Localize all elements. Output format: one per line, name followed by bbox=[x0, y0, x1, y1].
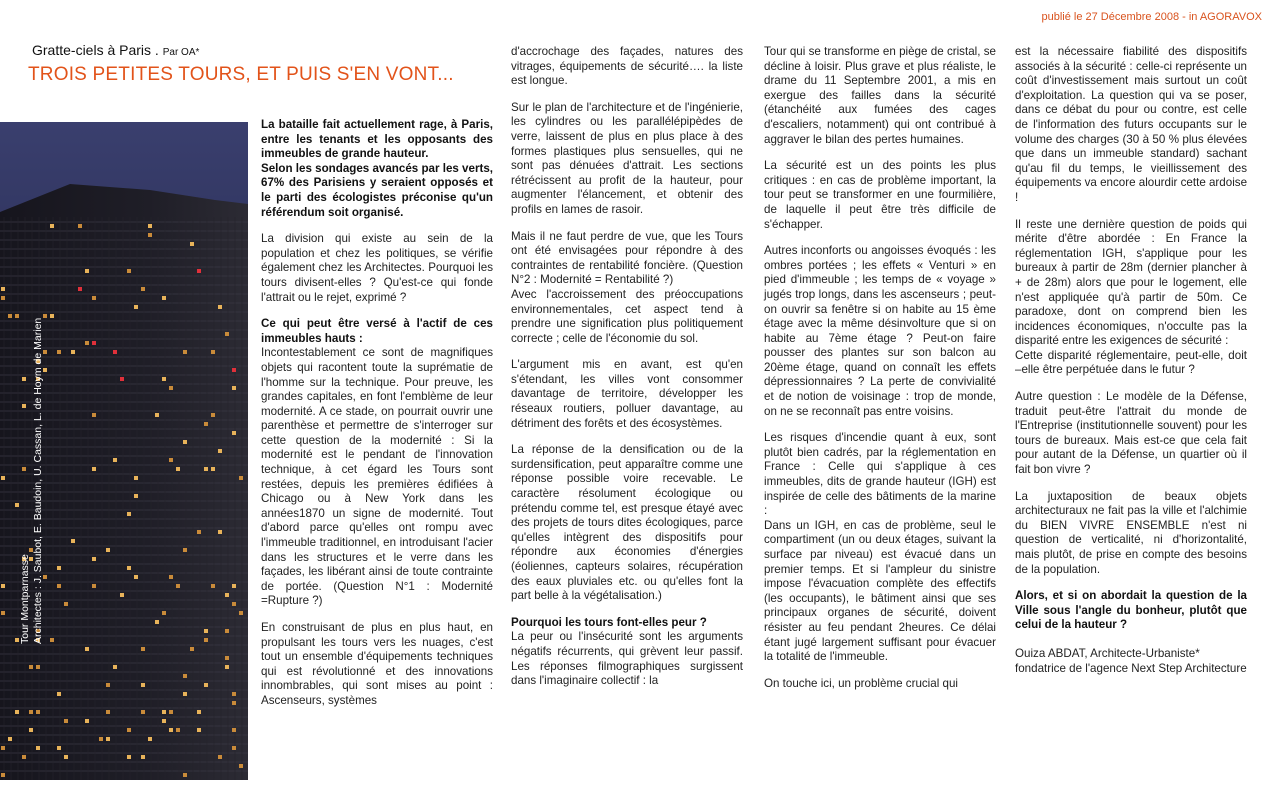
lit-window bbox=[197, 728, 201, 732]
lit-window bbox=[134, 476, 138, 480]
conclusion: Alors, et si on abordait la question de la Ville sous l'angle du bonheur, plutôt que celui de la hauteur ? bbox=[1015, 589, 1247, 632]
lit-window bbox=[85, 719, 89, 723]
lit-window bbox=[127, 728, 131, 732]
lit-window bbox=[78, 287, 82, 291]
paragraph: Mais il ne faut perdre de vue, que les Tours ont été envisagées pour répondre à des contraintes de rentabilité foncière. (Question N°2 : Modernité = Rentabilité ?) bbox=[511, 229, 743, 287]
lit-window bbox=[169, 458, 173, 462]
lit-window bbox=[239, 611, 243, 615]
lit-window bbox=[183, 773, 187, 777]
paragraph: est la nécessaire fiabilité des dispositifs associés à la sécurité : celle-ci représente un coût d'investissement mais surtout un coût d'exploitation. La question qui va se poser, dans ce débat du pour ou contre, est celle de l'information des futurs occupants sur le volume des charges (30 à 50 % plus élevées que dans un immeuble standard) sachant qu'au fil du temps, le vieillissement des équipements va encore alourdir cette ardoise ! bbox=[1015, 45, 1248, 204]
lit-window bbox=[141, 755, 145, 759]
lit-window bbox=[148, 224, 152, 228]
lit-window bbox=[127, 512, 131, 516]
lit-window bbox=[78, 224, 82, 228]
lit-window bbox=[162, 296, 166, 300]
lit-window bbox=[99, 737, 103, 741]
lit-window bbox=[106, 683, 110, 687]
lit-window bbox=[57, 692, 61, 696]
paragraph: Autres inconforts ou angoisses évoqués : les ombres portées ; les effets « Venturi » en pied d'immeuble ; les temps de « voyage » jugés trop longs, dans les ascenseurs ; peut-on ouvrir sa fenêtre si on habite au 15 ème étage avec la même désinvolture que si on habite au 7ème étage ? Peut-on faire pousser des plantes sur son balcon au 20ème étage, quand on connaît les effets dépressionnaires ? La perte de convivialité et de notion de voisinage : trop de monde, on ne se reconnaît pas entre voisins. bbox=[764, 244, 996, 418]
intro-paragraph-1: La bataille fait actuellement rage, à Paris, entre les tenants et les opposants des immeubles de grande hauteur. bbox=[261, 118, 493, 161]
paragraph: Sur le plan de l'architecture et de l'ingénierie, les cylindres ou les parallélépipèdes de verre, laissent de plus en plus place à des formes plastiques plus sensuelles, qui ne sont pas dénuées d'attrait. Les sections rétrécissent au profit de la hauteur, pour augmenter l'élancement, et obtenir des profils en lames de rasoir. bbox=[511, 100, 743, 216]
lit-window bbox=[64, 755, 68, 759]
lit-window bbox=[232, 692, 236, 696]
paragraph: d'accrochage des façades, natures des vitrages, équipements de sécurité…. la liste est longue. bbox=[511, 45, 743, 88]
lit-window bbox=[141, 710, 145, 714]
lit-window bbox=[218, 305, 222, 309]
paragraph: La réponse de la densification ou de la surdensification, peut apparaître comme une réponse possible voire recevable. Le caractère résolument écologique ou prétendu comme tel, est presque étayé avec des projets de tours dites écologiques, parce qu'elles intègrent des dispositifs pour répondre aux économies d'énergies (éoliennes, capteurs solaires, récupération des eaux pluviales etc. ou qu'elles font la part belle à la végétalisation.) bbox=[511, 443, 743, 603]
lit-window bbox=[169, 710, 173, 714]
lit-window bbox=[1, 287, 5, 291]
lit-window bbox=[57, 746, 61, 750]
lit-window bbox=[225, 656, 229, 660]
lit-window bbox=[211, 350, 215, 354]
lit-window bbox=[141, 683, 145, 687]
lit-window bbox=[85, 269, 89, 273]
paragraph: Tour qui se transforme en piège de cristal, se décline à loisir. Plus grave et plus réaliste, le drame du 11 Septembre 2001, a mis en exergue des failles dans la sécurité (étanchéité aux fumées des cages d'escaliers, notamment) qui ont contribué à aggraver le bilan des pertes humaines. bbox=[764, 45, 996, 146]
article-kicker bbox=[32, 42, 199, 58]
lit-window bbox=[169, 728, 173, 732]
lit-window bbox=[36, 710, 40, 714]
lit-window bbox=[113, 350, 117, 354]
article-column-2 bbox=[511, 45, 743, 701]
lit-window bbox=[232, 386, 236, 390]
lit-window bbox=[1, 584, 5, 588]
lit-window bbox=[197, 710, 201, 714]
lit-window bbox=[141, 647, 145, 651]
lit-window bbox=[113, 458, 117, 462]
lit-window bbox=[183, 674, 187, 678]
lit-window bbox=[218, 449, 222, 453]
lit-window bbox=[211, 467, 215, 471]
lit-window bbox=[176, 467, 180, 471]
lit-window bbox=[204, 683, 208, 687]
lit-window bbox=[92, 296, 96, 300]
lit-window bbox=[15, 710, 19, 714]
lit-window bbox=[239, 476, 243, 480]
publication-info: publié le 27 Décembre 2008 - in AGORAVOX bbox=[1041, 11, 1262, 23]
paragraph: La peur ou l'insécurité sont les arguments négatifs récurrents, qui grèvent leur passif. Les réponses filmographiques surgissent dans l'imaginaire collectif : la bbox=[511, 630, 743, 688]
lit-window bbox=[176, 728, 180, 732]
lit-window bbox=[197, 269, 201, 273]
lit-window bbox=[22, 755, 26, 759]
lit-window bbox=[36, 746, 40, 750]
article-column-1 bbox=[261, 118, 493, 721]
lit-window bbox=[57, 566, 61, 570]
lit-window bbox=[169, 575, 173, 579]
lit-window bbox=[50, 314, 54, 318]
lit-window bbox=[92, 584, 96, 588]
lit-window bbox=[92, 557, 96, 561]
paragraph: On touche ici, un problème crucial qui bbox=[764, 676, 958, 690]
paragraph: Cette disparité réglementaire, peut-elle, doit –elle être perpétuée dans le futur ? bbox=[1015, 348, 1247, 377]
lit-window bbox=[218, 755, 222, 759]
lit-window bbox=[197, 530, 201, 534]
section-heading: Pourquoi les tours font-elles peur ? bbox=[511, 615, 707, 629]
lit-window bbox=[29, 728, 33, 732]
lit-window bbox=[1, 746, 5, 750]
paragraph: Dans un IGH, en cas de problème, seul le compartiment (un ou deux étages, suivant la surface par niveau) est évacué dans un premier temps. Et si l'ampleur du sinistre impose l'évacuation complète des effectifs (les occupants), le bâtiment ainsi que ses principaux organes de sécurité, doivent résister au feu pendant 2heures. Ce délai étant jugé largement suffisant pour évacuer la totalité de l'immeuble. bbox=[764, 518, 996, 664]
paragraph: Avec l'accroissement des préoccupations environnementales, cet aspect tend à prendre une signification plus politiquement correcte ; celle de l'économie du sol. bbox=[511, 287, 743, 345]
photo-caption-title: Tour Montparnasse bbox=[19, 554, 31, 644]
lit-window bbox=[225, 593, 229, 597]
paragraph: La sécurité est un des points les plus critiques : en cas de problème important, la tour peut se transformer en une fourmilière, de laquelle il peut être très difficile de s'échapper. bbox=[764, 159, 996, 231]
lit-window bbox=[225, 665, 229, 669]
lit-window bbox=[127, 566, 131, 570]
photo-caption bbox=[19, 244, 45, 644]
lit-window bbox=[218, 530, 222, 534]
lit-window bbox=[232, 584, 236, 588]
lit-window bbox=[162, 611, 166, 615]
lit-window bbox=[232, 728, 236, 732]
paragraph: Les risques d'incendie quant à eux, sont plutôt bien cadrés, par la réglementation en France : Celle qui s'applique à ces immeubles, dits de grande hauteur (IGH) est inspirée de celle des bâtiments de la marine : bbox=[764, 431, 996, 518]
lit-window bbox=[232, 701, 236, 705]
lit-window bbox=[211, 413, 215, 417]
lit-window bbox=[106, 548, 110, 552]
lit-window bbox=[162, 377, 166, 381]
paragraph: Autre question : Le modèle de la Défense, traduit peut-être l'attrait du monde de l'Entreprise (institutionnelle souvent) pour les tours de bureaux. Mais est-ce que cela fait pour autant de la Défense, un quartier où il fait bon vivre ? bbox=[1015, 390, 1247, 477]
author-signature bbox=[1015, 647, 1247, 676]
paragraph: Il reste une dernière question de poids qui mérite d'être abordée : En France la réglementation IGH, s'applique pour les bureaux à partir de 28m (dernier plancher à + de 28m) alors que pour le logement, elle n'est appliquée qu'à partir de 50m. Ce paradoxe, dont on comprend bien les incidences économiques, n'occulte pas la disparité entre les exigences de sécurité : bbox=[1015, 217, 1247, 348]
lit-window bbox=[162, 719, 166, 723]
lit-window bbox=[127, 269, 131, 273]
lit-window bbox=[134, 305, 138, 309]
lit-window bbox=[1, 296, 5, 300]
lit-window bbox=[225, 332, 229, 336]
lit-window bbox=[64, 602, 68, 606]
lit-window bbox=[1, 773, 5, 777]
paragraph: La division qui existe au sein de la population et chez les politiques, se vérifie également chez les Architectes. Pourquoi les tours divisent-elles ? Qu'est-ce qui fonde l'attrait ou le rejet, exprimé ? bbox=[261, 232, 493, 304]
lit-window bbox=[183, 692, 187, 696]
paragraph: La juxtaposition de beaux objets architecturaux ne fait pas la ville et l'alchimie du BIEN VIVRE ENSEMBLE n'est ni question de verticalité, ni d'horizontalité, mais plutôt, de prise en compte des besoins de la population. bbox=[1015, 489, 1247, 576]
lit-window bbox=[50, 224, 54, 228]
lit-window bbox=[71, 350, 75, 354]
lit-window bbox=[92, 467, 96, 471]
lit-window bbox=[120, 593, 124, 597]
lit-window bbox=[211, 584, 215, 588]
lit-window bbox=[232, 746, 236, 750]
article-column-3 bbox=[764, 45, 996, 703]
lit-window bbox=[120, 377, 124, 381]
lit-window bbox=[92, 341, 96, 345]
lit-window bbox=[57, 350, 61, 354]
kicker-title: Gratte-ciels à Paris . bbox=[32, 42, 159, 58]
lit-window bbox=[183, 350, 187, 354]
lit-window bbox=[183, 440, 187, 444]
lit-window bbox=[8, 737, 12, 741]
lit-window bbox=[232, 431, 236, 435]
lit-window bbox=[239, 764, 243, 768]
lit-window bbox=[155, 620, 159, 624]
lit-window bbox=[8, 314, 12, 318]
tower-photo bbox=[0, 122, 248, 780]
author-name: Ouiza ABDAT, Architecte-Urbaniste* bbox=[1015, 646, 1200, 660]
lit-window bbox=[29, 710, 33, 714]
lit-window bbox=[1, 611, 5, 615]
lit-window bbox=[85, 647, 89, 651]
lit-window bbox=[176, 584, 180, 588]
lit-window bbox=[162, 710, 166, 714]
lit-window bbox=[50, 638, 54, 642]
lit-window bbox=[169, 386, 173, 390]
lit-window bbox=[148, 233, 152, 237]
lit-window bbox=[148, 737, 152, 741]
paragraph: L'argument mis en avant, est qu'en s'étendant, les villes vont consommer davantage de territoire, développer les réseaux routiers, polluer davantage, au détriment des forêts et des écosystèmes. bbox=[511, 358, 743, 430]
lit-window bbox=[204, 422, 208, 426]
lit-window bbox=[64, 719, 68, 723]
paragraph: Incontestablement ce sont de magnifiques objets qui racontent toute la suprématie de l'homme sur la technique. Pour preuve, les grandes capitales, en font l'emblème de leur modernité. A ce stade, on pourrait ouvrir une parenthèse et permettre de s'interroger sur cette question de la modernité : Si la modernité est le pendant de l'innovation technique, à cet égard les Tours sont restées, depuis les premières édifiées à Chicago ou à New York dans les années1870 un signe de modernité. Tout d'abord parce qu'elles ont rompu avec l'immeuble traditionnel, en introduisant l'acier dans les structures et le verre dans les façades, les libérant ainsi de toute contrainte de portée. (Question N°1 : Modernité =Rupture ?) bbox=[261, 346, 493, 608]
author-affiliation: fondatrice de l'agence Next Step Architecture bbox=[1015, 661, 1247, 675]
lit-window bbox=[232, 602, 236, 606]
lit-window bbox=[113, 665, 117, 669]
lit-window bbox=[141, 287, 145, 291]
lit-window bbox=[127, 755, 131, 759]
lit-window bbox=[134, 575, 138, 579]
photo-caption-architects: Architectes : J. Saubot, E. Baudoin, U. Cassan, L. de Hoym de Marien bbox=[32, 317, 44, 644]
lit-window bbox=[106, 710, 110, 714]
lit-window bbox=[204, 629, 208, 633]
intro-paragraph-2: Selon les sondages avancés par les verts, 67% des Parisiens y seraient opposés et le parti des écologistes préconise qu'un référendum soit organisé. bbox=[261, 161, 493, 219]
article-headline: TROIS PETITES TOURS, ET PUIS S'EN VONT... bbox=[28, 64, 454, 85]
lit-window bbox=[57, 584, 61, 588]
lit-window bbox=[29, 665, 33, 669]
article-column-4 bbox=[1015, 45, 1247, 676]
kicker-author: Par OA* bbox=[162, 47, 200, 58]
paragraph: En construisant de plus en plus haut, en propulsant les tours vers les nuages, c'est tout un ensemble d'équipements techniques qui est révolutionné et des innovations innombrables, qui sont mises au point : Ascenseurs, systèmes bbox=[261, 621, 493, 707]
lit-window bbox=[190, 647, 194, 651]
lit-window bbox=[232, 368, 236, 372]
lit-window bbox=[204, 638, 208, 642]
lit-window bbox=[183, 548, 187, 552]
lit-window bbox=[92, 413, 96, 417]
lit-window bbox=[225, 629, 229, 633]
lit-window bbox=[1, 476, 5, 480]
lit-window bbox=[204, 467, 208, 471]
lit-window bbox=[190, 242, 194, 246]
lit-window bbox=[106, 737, 110, 741]
lit-window bbox=[134, 494, 138, 498]
section-heading: Ce qui peut être versé à l'actif de ces immeubles hauts : bbox=[261, 317, 493, 345]
lit-window bbox=[155, 413, 159, 417]
lit-window bbox=[71, 539, 75, 543]
lit-window bbox=[85, 341, 89, 345]
lit-window bbox=[36, 665, 40, 669]
